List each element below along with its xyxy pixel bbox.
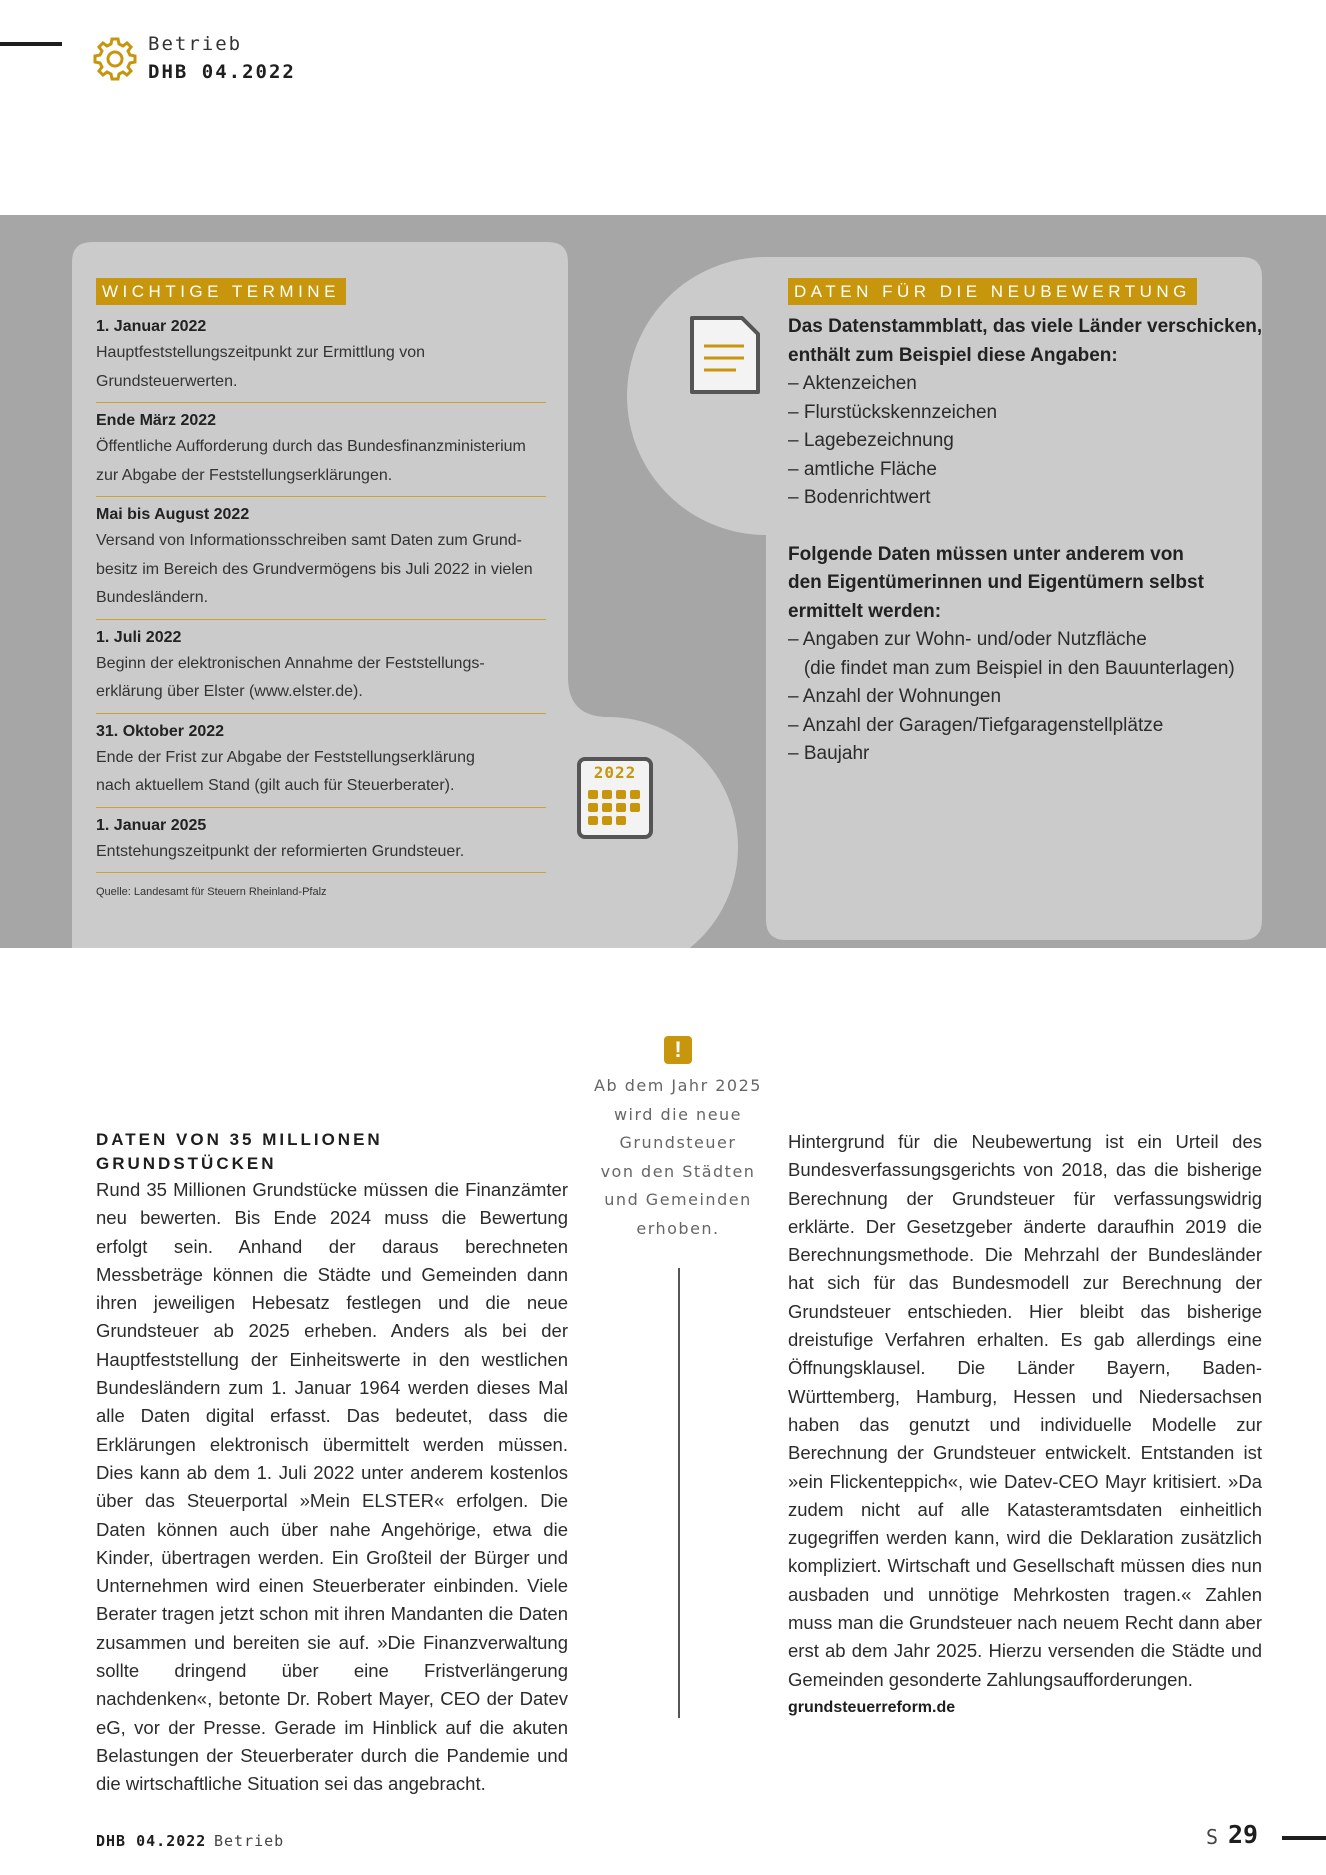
quote-line: und Gemeinden [604,1190,752,1209]
quote-line: Grundsteuer [619,1133,737,1152]
list-item: – Baujahr [788,743,870,764]
neubewertung-kicker: DATEN FÜR DIE NEUBEWERTUNG [788,278,1197,305]
heading-line: Folgende Daten müssen unter anderem von [788,543,1184,565]
header-issue: DHB 04.2022 [148,61,296,83]
termin-text: Hauptfeststellungszeitpunkt zur Ermittlung von [96,344,426,361]
column-divider [678,1268,680,1718]
termin-item [96,403,546,497]
termin-item [96,714,546,808]
termin-text: Entstehungszeitpunkt der reformierten Grundsteuer. [96,842,465,860]
quote-line: erhoben. [636,1218,720,1238]
quote-line: von den Städten [600,1161,756,1181]
termin-item [96,497,546,620]
list-item: – Lagebezeichnung [788,430,954,451]
calendar-year: 2022 [593,763,637,782]
termin-text: Versand von Informationsschreiben samt Daten zum Grund- [96,532,522,549]
list-item: – Bodenrichtwert [788,487,931,508]
list-item: – Angaben zur Wohn- und/oder Nutzfläche [788,629,1147,650]
datenstammblatt-list [788,370,1258,513]
list-item: – Anzahl der Wohnungen [788,686,1002,707]
termine-panel [96,278,546,873]
termin-text: Bundesländern. [96,589,209,606]
pull-quote [588,1072,768,1243]
termin-text: erklärung über Elster (www.elster.de). [96,683,363,700]
gear-icon [92,36,138,82]
datenstammblatt-heading [788,313,1263,370]
termin-text: Ende der Frist zur Abgabe der Feststellungserklärung [96,748,475,766]
article-paragraph-2: Hintergrund für die Neubewertung ist ein Urteil des Bundesverfassungsgerichts von 2018, das die bisherige Berechnung der Grundsteuer für verfassungswidrig erklärte. Der Gesetzgeber änderte daraufhin 2019 die Berechnungsmethode. Die Mehrzahl der Bundesländer hat sich für das Bundesmodell zur Berechnung der Grundsteuer entschieden. Hier bleibt das bisherige dreistufige Verfahren erhalten. Es gab allerdings eine Öffnungsklausel. Die Länder Bayern, Baden-Württemberg, Hamburg, Hessen und Niedersachsen haben das genutzt und individuelle Modelle zur Berechnung der Grundsteuer entwickelt. Entstanden ist »ein Flickenteppich«, wie Datev-CEO Mayr kritisiert. »Da zudem nicht auf alle Katasteramtsdaten einheitlich zugegriffen werden kann, wird die Deklaration zusätzlich kompliziert. Wirtschaft und Gesellschaft müssen dies nun ausbaden und unnötige Mehrkosten tragen.« Zahlen muss man die Grundsteuer nach neuem Recht dann aber erst ab dem Jahr 2025. Hierzu versenden die Städte und Gemeinden gesonderte Zahlungsaufforderungen. [788,1131,1262,1690]
list-item: – Flurstückskennzeichen [788,401,998,423]
heading-line: ermittelt werden: [788,600,942,622]
article-paragraph-1: Rund 35 Millionen Grundstücke müssen die Finanzämter neu bewerten. Bis Ende 2024 muss die Bewertung erfolgt sein. Anhand der daraus berechneten Messbeträge können die Städte und Gemeinden dann ihren jeweiligen Hebesatz festlegen und die neue Grundsteuer ab 2025 erheben. Anders als bei der Hauptfeststellung der Einheitswerte in den westlichen Bundesländern zum 1. Januar 1964 werden dieses Mal alle Daten digital erfasst. Das bedeutet, dass die Erklärungen elektronisch übermittelt werden müssen. Dies kann ab dem 1. Juli 2022 unter anderem kostenlos über das Steuerportal »Mein ELSTER« erfolgen. Die Daten können auch über nahe Angehörige, etwa die Kinder, übertragen werden. Ein Großteil der Bürger und Unternehmen wird einen Steuerberater einbinden. Viele Berater tragen jetzt schon mit ihren Mandanten die Daten zusammen und bereiten sie auf. »Die Finanzverwaltung sollte dringend über eine Fristverlängerung nachdenken«, betonte Dr. Robert Mayer, CEO der Datev eG, vor der Presse. Gerade im Hinblick auf die akuten Belastungen der Steuerberater durch die Pandemie und die wirtschaftliche Situation sei das angebracht. [96,1179,568,1795]
footer-issue: DHB 04.2022 [96,1832,207,1850]
eigentuemer-heading [788,541,1258,627]
termin-text: Öffentliche Aufforderung durch das Bundesfinanzministerium [96,438,526,455]
source-note: Quelle: Landesamt für Steuern Rheinland-Pfalz [96,886,327,898]
termin-date: 1. Januar 2022 [96,318,207,335]
neubewertung-panel [788,278,1263,769]
list-item: – Aktenzeichen [788,373,917,394]
header-section: Betrieb [148,33,243,55]
article-column-right [788,1128,1262,1722]
termin-date: 31. Oktober 2022 [96,722,225,740]
footer-section: Betrieb [214,1832,285,1850]
document-icon [688,314,762,396]
article-heading: DATEN VON 35 MILLIONEN GRUNDSTÜCKEN [96,1130,383,1173]
termin-text: Beginn der elektronischen Annahme der Feststellungs- [96,654,485,672]
footer-s-label: S [1206,1825,1219,1849]
termin-date: 1. Januar 2025 [96,816,207,834]
termin-date: Mai bis August 2022 [96,506,250,523]
termin-text: besitz im Bereich des Grundvermögens bis Juli 2022 in vielen [96,560,533,578]
termin-text: zur Abgabe der Feststellungserklärungen. [96,466,393,484]
page-number: 29 [1228,1820,1259,1849]
list-item: (die findet man zum Beispiel in den Bauunterlagen) [788,657,1235,679]
heading-line: Das Datenstammblatt, das viele Länder verschicken, [788,316,1263,337]
list-item: – Anzahl der Garagen/Tiefgaragenstellplätze [788,714,1164,736]
termin-item [96,620,546,714]
termine-list [96,309,546,873]
quote-line: Ab dem Jahr 2025 [594,1076,762,1095]
termin-item [96,309,546,403]
termin-text: nach aktuellem Stand (gilt auch für Steuerberater). [96,777,455,794]
source-link[interactable]: grundsteuerreform.de [788,1698,956,1716]
termin-date: Ende März 2022 [96,412,217,429]
list-item: – amtliche Fläche [788,458,937,480]
termin-item [96,808,546,874]
footer-rule [1282,1836,1326,1840]
quote-line: wird die neue [613,1104,743,1124]
heading-line: enthält zum Beispiel diese Angaben: [788,344,1118,366]
heading-line: den Eigentümerinnen und Eigentümern selbst [788,572,1204,593]
termin-text: Grundsteuerwerten. [96,372,238,390]
termine-kicker: WICHTIGE TERMINE [96,278,346,305]
eigentuemer-list [788,626,1258,769]
article-column-left [96,1128,568,1799]
termin-date: 1. Juli 2022 [96,628,182,646]
exclamation-icon: ! [664,1036,692,1064]
header-rule [0,42,62,46]
